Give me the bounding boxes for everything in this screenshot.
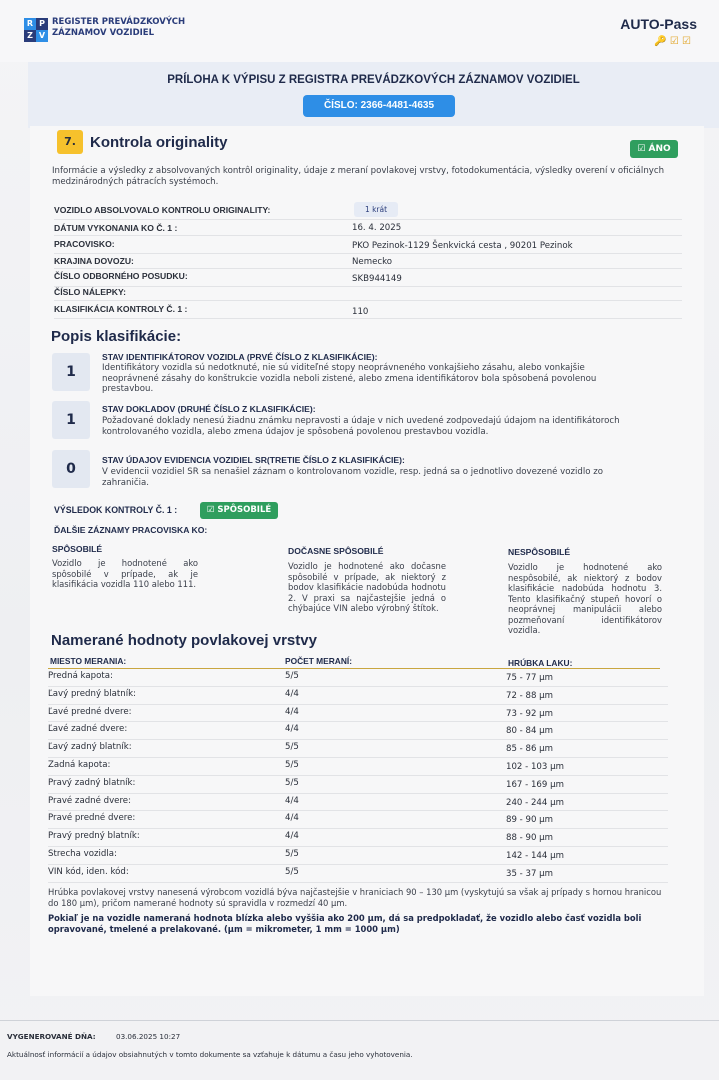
section-intro: Informácie a výsledky z absolvovaných kontrôl originality, údaje z meraní povlakovej vrstvy, fotodokumentácia, výsledky overení v oficiálnych medzinárodných pátracích systémoch. (52, 166, 665, 187)
location-cell: Ľavé predné dvere: (48, 706, 132, 717)
thickness-cell: 142 - 144 µm (506, 851, 564, 861)
location-cell: Pravé zadné dvere: (48, 795, 131, 806)
table-row (48, 758, 668, 776)
location-cell: Pravé predné dvere: (48, 813, 136, 824)
thickness-cell: 85 - 86 µm (506, 744, 554, 755)
thickness-cell: 240 - 244 µm (506, 797, 564, 808)
register-logo-text (52, 17, 185, 39)
detail-value: 110 (352, 307, 369, 317)
location-cell: Zadná kapota: (48, 760, 111, 770)
detail-value-pill: 1 krát (354, 202, 398, 217)
thickness-cell: 102 - 103 µm (506, 762, 564, 772)
location-cell: Strecha vozidla: (48, 849, 117, 859)
table-row (48, 669, 668, 687)
detail-value: Nemecko (352, 257, 393, 267)
divider (54, 300, 682, 301)
thickness-cell: 88 - 90 µm (506, 833, 554, 844)
thickness-cell: 167 - 169 µm (506, 779, 564, 790)
logo-letter: R (24, 18, 36, 30)
count-cell: 4/4 (285, 688, 299, 699)
popis-heading: Popis klasifikácie: (51, 328, 182, 345)
logo-line-1: REGISTER PREVÁDZKOVÝCH (52, 17, 186, 27)
generated-value: 03.06.2025 10:27 (116, 1032, 181, 1041)
key-check-icon: 🔑 ☑ ☑ (654, 36, 691, 47)
measurement-warning: Pokiaľ je na vozidle nameraná hodnota blízka alebo vyššia ako 200 µm, dá sa predpokladať, že vozidlo alebo časť vozidla boli opravované, tmelené a prelakované. (µm = mikrometer, 1 mm = 1000 µm) (48, 913, 642, 934)
category-title: NESPÔSOBILÉ (508, 547, 571, 557)
classification-digit: 1 (52, 401, 90, 439)
detail-label: PRACOVISKO: (54, 239, 115, 249)
logo-letter: P (36, 18, 48, 30)
location-cell: Predná kapota: (48, 671, 113, 681)
detail-label: ČÍSLO ODBORNÉHO POSUDKU: (54, 271, 188, 281)
count-cell: 4/4 (285, 795, 299, 806)
count-cell: 5/5 (285, 671, 299, 681)
divider (54, 268, 682, 269)
column-header: MIESTO MERANIA: (50, 656, 127, 666)
column-header: HRÚBKA LAKU: (508, 658, 573, 668)
count-cell: 5/5 (285, 849, 299, 859)
autopass-brand: AUTO-Pass (620, 16, 697, 32)
classification-title: STAV ÚDAJOV EVIDENCIA VOZIDIEL SR(TRETIE ČÍSLO Z KLASIFIKÁCIE): (102, 455, 405, 465)
detail-label: DÁTUM VYKONANIA KO Č. 1 : (54, 223, 178, 233)
classification-text: Požadované doklady nenesú žiadnu známku nepravosti a údaje v nich uvedené zodpovedajú údajom na identifikátoroch kontrolovaného vozidla, alebo zmena údajov je spôsobená povolenou prestavbou vozidla. (102, 416, 620, 437)
thickness-cell: 89 - 90 µm (506, 815, 554, 826)
table-row (48, 740, 668, 758)
footer-disclaimer: Aktuálnosť informácií a údajov obsiahnutých v tomto dokumente sa vzťahuje k dátumu a času jeho vyhotovenia. (7, 1050, 413, 1059)
footer-divider (0, 1020, 719, 1021)
section-title: Kontrola originality (90, 134, 228, 151)
column-header: POČET MERANÍ: (285, 656, 352, 666)
category-text: Vozidlo je hodnotené ako spôsobilé v prípade, ak je klasifikácia vozidla 110 alebo 111. (52, 558, 198, 589)
measurements-heading: Namerané hodnoty povlakovej vrstvy (51, 632, 317, 649)
detail-value: 16. 4. 2025 (352, 223, 402, 233)
table-row (48, 794, 668, 812)
divider (54, 318, 682, 319)
classification-title: STAV IDENTIFIKÁTOROV VOZIDLA (PRVÉ ČÍSLO Z KLASIFIKÁCIE): (102, 352, 378, 362)
table-row (48, 687, 668, 705)
report-title: PRÍLOHA K VÝPISU Z REGISTRA PREVÁDZKOVÝCH ZÁZNAMOV VOZIDIEL (167, 74, 580, 86)
row-divider (48, 882, 668, 883)
classification-digit: 0 (52, 450, 90, 488)
thickness-cell: 80 - 84 µm (506, 726, 554, 737)
count-cell: 5/5 (285, 866, 299, 877)
classification-title: STAV DOKLADOV (DRUHÉ ČÍSLO Z KLASIFIKÁCIE): (102, 404, 316, 414)
location-cell: Pravý zadný blatník: (48, 777, 136, 788)
report-banner (28, 62, 719, 128)
divider (54, 219, 682, 220)
category-title: SPÔSOBILÉ (52, 544, 103, 554)
thickness-cell: 75 - 77 µm (506, 673, 554, 683)
location-cell: Ľavý zadný blatník: (48, 742, 132, 753)
count-cell: 5/5 (285, 742, 299, 753)
count-cell: 5/5 (285, 777, 299, 788)
generated-label: VYGENEROVANÉ DŇA: (7, 1032, 96, 1041)
count-cell: 4/4 (285, 813, 299, 824)
detail-label: KLASIFIKÁCIA KONTROLY Č. 1 : (54, 304, 188, 314)
table-row (48, 722, 668, 740)
category-text: Vozidlo je hodnotené ako dočasne spôsobilé v prípade, ak niektorý z bodov klasifikácie nadobúda hodnotu 2. V praxi sa najčastejšie jedná o chýbajúce VIN alebo výrobný štítok. (288, 561, 446, 613)
detail-label: VOZIDLO ABSOLVOVALO KONTROLU ORIGINALITY: (54, 205, 271, 215)
detail-value: SKB944149 (352, 274, 402, 284)
classification-digit: 1 (52, 353, 90, 391)
detail-value: PKO Pezinok-1129 Šenkvická cesta , 90201 Pezinok (352, 241, 573, 251)
table-row (48, 865, 668, 883)
thickness-cell: 35 - 37 µm (506, 868, 554, 879)
measurement-note: Hrúbka povlakovej vrstvy nanesená výrobcom vozidlá býva najčastejšie v hraniciach 90 – 130 µm (vyskytujú sa však aj prípady s hornou hranicou do 180 µm), pričom namerané hodnoty sú spravidla v rozmedzí 40 µm. (48, 887, 662, 908)
thickness-cell: 73 - 92 µm (506, 708, 554, 719)
location-cell: VIN kód, iden. kód: (48, 866, 129, 877)
classification-text: V evidencii vozidiel SR sa nenašiel záznam o kontrolovanom vozidle, resp. jedná sa o jednotlivo dovezené vozidlo zo zahraničia. (102, 467, 604, 488)
table-row (48, 847, 668, 865)
top-bar (0, 0, 719, 62)
result-label: VÝSLEDOK KONTROLY Č. 1 : (54, 505, 178, 515)
autopass-logo (620, 16, 697, 32)
result-badge: ☑ SPÔSOBILÉ (200, 502, 278, 519)
count-cell: 4/4 (285, 831, 299, 842)
divider (54, 253, 682, 254)
table-row (48, 829, 668, 847)
location-cell: Ľavé zadné dvere: (48, 724, 128, 735)
thickness-cell: 72 - 88 µm (506, 690, 554, 701)
table-row (48, 776, 668, 794)
detail-label: ČÍSLO NÁLEPKY: (54, 287, 126, 297)
further-records-label: ĎALŠIE ZÁZNAMY PRACOVISKA KO: (54, 525, 208, 535)
detail-label: KRAJINA DOVOZU: (54, 256, 134, 266)
divider (54, 286, 682, 287)
logo-letter: Z (24, 30, 36, 42)
count-cell: 4/4 (285, 706, 299, 717)
classification-text: Identifikátory vozidla sú nedotknuté, nie sú viditeľné stopy neoprávneného vonkajšieho zásahu, alebo vonkajšie neoprávnené zásahy do konštrukcie vozidla neboli zistené, alebo zmena identifikátorov bola spôsobená povolenou prestavbou. (102, 363, 597, 394)
report-number-badge: ČÍSLO: 2366-4481-4635 (303, 95, 455, 117)
table-row (48, 811, 668, 829)
status-badge: ☑ ÁNO (630, 140, 678, 158)
count-cell: 4/4 (285, 724, 299, 735)
section-number: 7. (57, 130, 83, 154)
count-cell: 5/5 (285, 760, 299, 770)
location-cell: Ľavý predný blatník: (48, 688, 136, 699)
logo-line-2: ZÁZNAMOV VOZIDIEL (52, 28, 155, 38)
category-title: DOČASNE SPÔSOBILÉ (288, 546, 384, 556)
location-cell: Pravý predný blatník: (48, 831, 140, 842)
register-logo-icon (24, 18, 48, 42)
category-text: Vozidlo je hodnotené ako nespôsobilé, ak niektorý z bodov klasifikácie nadobúda hodnotu 3. Tento klasifikačný stupeň hovorí o neoprávnej manipulácii alebo pozmeňovaní identifikátorov vozidla. (508, 562, 662, 635)
table-row (48, 705, 668, 723)
logo-letter: V (36, 30, 48, 42)
divider (54, 235, 682, 236)
